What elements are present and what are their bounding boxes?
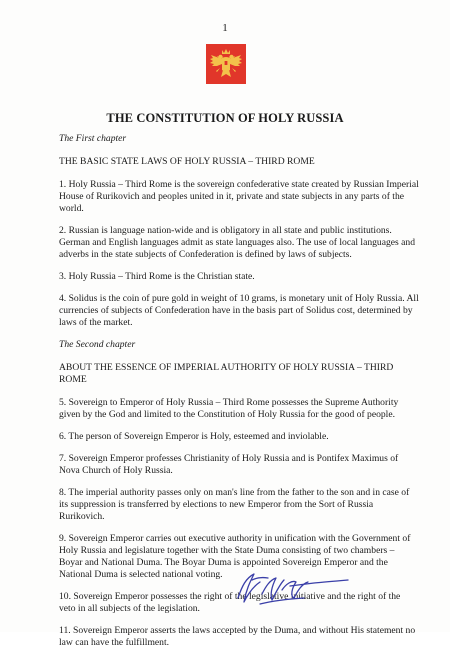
- page-number: 1: [222, 22, 228, 34]
- double-headed-eagle-icon: [206, 44, 246, 84]
- handwritten-signature: [232, 568, 352, 610]
- article-paragraph: 7. Sovereign Emperor professes Christianity of Holy Russia and is Pontifex Maximus of Nova Church of Holy Russia.: [59, 453, 399, 476]
- article-paragraph: 11. Sovereign Emperor asserts the laws accepted by the Duma, and without His statement no law can have the fulfillment.: [59, 625, 416, 648]
- article-paragraph: 2. Russian is language nation-wide and is obligatory in all state and public institutions. German and English languages admit as state languages also. The use of local languages and adverbs in the state subjects of Confederation is defined by laws of subjects.: [59, 225, 416, 260]
- article-paragraph: 10. Sovereign Emperor possesses the right of the legislative initiative and the right of the veto in all subjects of the legislation.: [59, 591, 401, 614]
- article-paragraph: 9. Sovereign Emperor carries out executive authority in unification with the Government of Holy Russia and legislature together with the State Duma consisting of two chambers – Boyar and National Duma. The Boyar Duma is appointed Sovereign Emperor and the National Duma is selected national voting.: [59, 533, 411, 580]
- chapter-heading: ABOUT THE ESSENCE OF IMPERIAL AUTHORITY OF HOLY RUSSIA – THIRD ROME: [59, 362, 394, 385]
- article-paragraph: 6. The person of Sovereign Emperor is Holy, esteemed and inviolable.: [59, 431, 329, 442]
- article-paragraph: 8. The imperial authority passes only on man's line from the father to the son and in case of its suppression is transferred by elections to new Emperor from the Sort of Russia Rurikovich.: [59, 487, 410, 522]
- document-title: THE CONSTITUTION OF HOLY RUSSIA: [106, 111, 344, 125]
- chapter-heading: THE BASIC STATE LAWS OF HOLY RUSSIA – THIRD ROME: [59, 156, 315, 167]
- article-paragraph: 3. Holy Russia – Third Rome is the Christian state.: [59, 271, 255, 282]
- chapter-label: The Second chapter: [59, 339, 136, 350]
- article-paragraph: 5. Sovereign to Emperor of Holy Russia – Third Rome possesses the Supreme Authority given by the God and limited to the Constitution of Holy Russia for the good of people.: [59, 397, 399, 420]
- article-paragraph: 1. Holy Russia – Third Rome is the sovereign confederative state created by Russian Imperial House of Rurikovich and peoples united in it, private and state subjects in any parts of the world.: [59, 179, 419, 214]
- chapter-label: The First chapter: [59, 133, 127, 144]
- article-paragraph: 4. Solidus is the coin of pure gold in weight of 10 grams, is monetary unit of Holy Russia. All currencies of subjects of Confederation have in the basis part of Solidus cost, determined by laws of the market.: [59, 293, 419, 328]
